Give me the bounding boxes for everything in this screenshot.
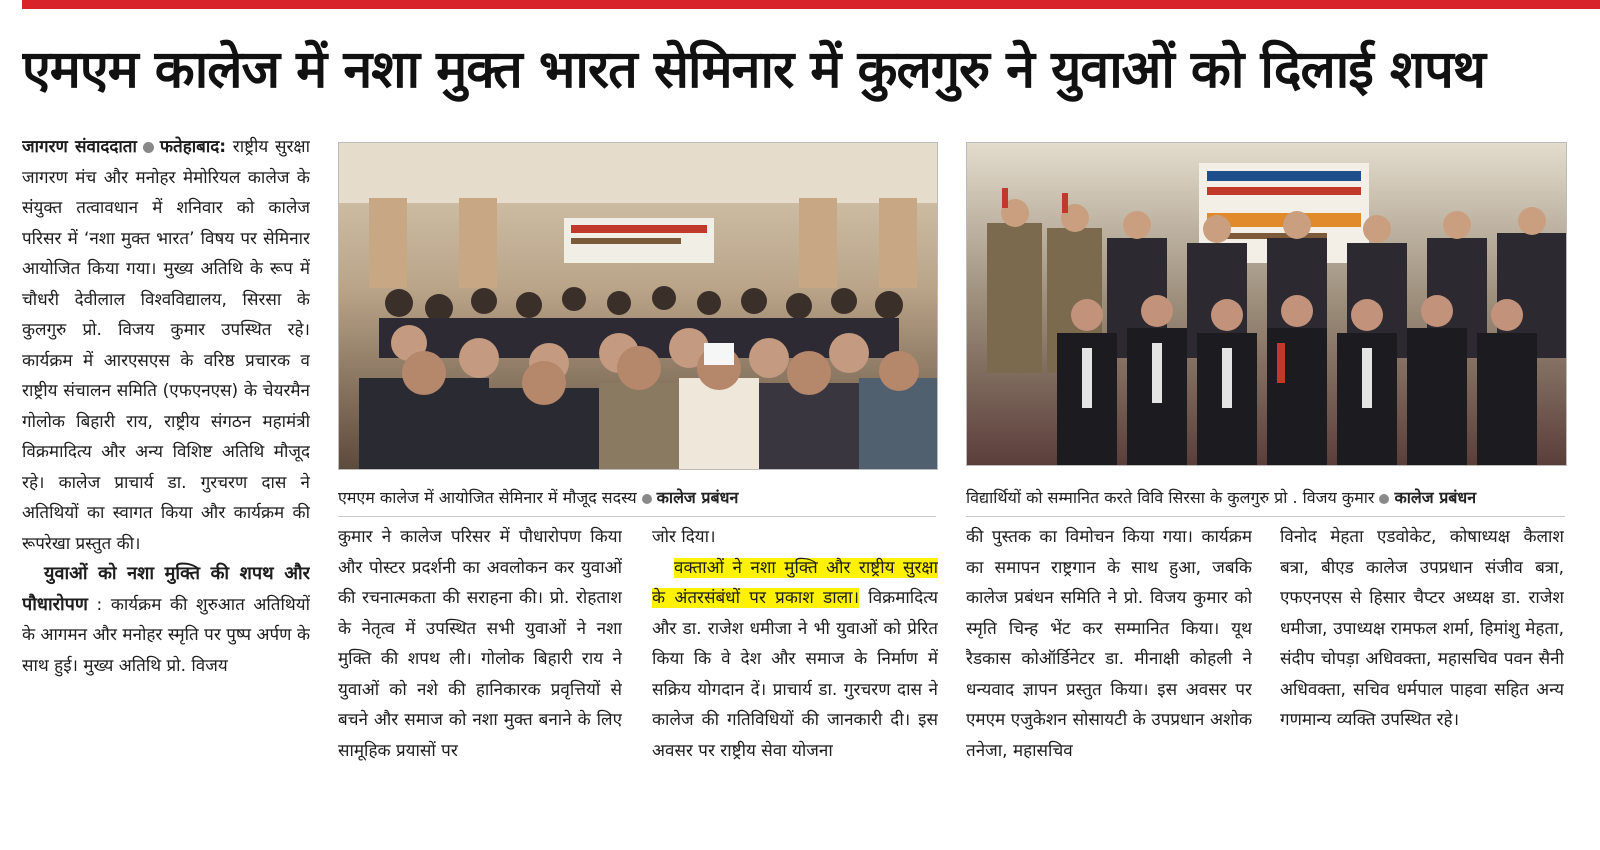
byline-reporter: जागरण संवाददाता (22, 137, 137, 157)
top-accent-bar (22, 0, 1600, 9)
felicitation-group-image (967, 143, 1566, 465)
caption-divider (338, 516, 936, 517)
byline (22, 132, 310, 559)
bullet-dot-icon (642, 494, 652, 504)
photo1-credit: कालेज प्रबंधन (656, 488, 739, 507)
article-column-3 (652, 522, 938, 842)
article-column-2 (338, 522, 622, 842)
photo1-caption-text: एमएम कालेज में आयोजित सेमिनार में मौजूद सदस्य (338, 488, 637, 507)
photo2-caption (966, 486, 1596, 510)
subhead-text: : कार्यक्रम की शुरुआत अतिथियों के आगमन और मनोहर स्मृति पर पुष्प अर्पण के साथ हुई। मुख्य अतिथि प्रो. विजय (22, 594, 310, 676)
bullet-dot-icon (1379, 494, 1389, 504)
bullet-dot-icon (143, 142, 154, 153)
column-3-paragraph (652, 522, 938, 553)
column-4-text: की पुस्तक का विमोचन किया गया। कार्यक्रम का समापन राष्ट्रगान के साथ हुआ, जबकि कालेज प्रबंधन समिति ने प्रो. विजय कुमार को स्मृति चिन्ह भेंट कर सम्मानित किया। यूथ रैडकास कोऑर्डिनेटर डा. मीनाक्षी कोहली ने धन्यवाद ज्ञापन प्रस्तुत किया। इस अवसर पर एमएम एजुकेशन सोसायटी के उपप्रधान अशोक तनेजा, महासचिव (966, 527, 1252, 761)
photo2-credit: कालेज प्रबंधन (1394, 488, 1477, 507)
seminar-audience-photo (338, 142, 938, 470)
highlighted-quote: वक्ताओं ने नशा मुक्ति और राष्ट्रीय सुरक्षा के अंतरसंबंधों पर प्रकाश डाला। (652, 557, 938, 608)
felicitation-group-photo (966, 142, 1567, 466)
photo2-caption-text: विद्यार्थियों को सम्मानित करते विवि सिरसा के कुलगुरु प्रो . विजय कुमार (966, 488, 1375, 507)
caption-divider (966, 516, 1565, 517)
article-column-5 (1280, 522, 1564, 842)
column-2-text: कुमार ने कालेज परिसर में पौधारोपण किया और पोस्टर प्रदर्शनी का अवलोकन कर युवाओं की रचनात्मकता की सराहना की। प्रो. रोहताश के नेतृत्व में उपस्थित सभी युवाओं ने नशा मुक्ति की शपथ ली। गोलोक बिहारी राय ने युवाओं को नशे की हानिकारक प्रवृत्तियों से बचने और समाज को नशा मुक्त बनाने के लिए सामूहिक प्रयासों पर (338, 527, 622, 761)
column-3-rest: विक्रमादित्य और डा. राजेश धमीजा ने भी युवाओं को प्रेरित किया कि वे देश और समाज के निर्माण में सक्रिय योगदान दें। प्राचार्य डा. गुरचरण दास ने कालेज की गतिविधियों की जानकारी दी। इस अवसर पर राष्ट्रीय सेवा योजना (652, 588, 938, 761)
subhead: युवाओं को नशा मुक्ति की शपथ और पौधारोपण (22, 563, 310, 615)
article-column-4 (966, 522, 1252, 842)
column-3-start: जोर दिया। (652, 527, 716, 547)
article-column-1 (22, 132, 310, 842)
column-5-text: विनोद मेहता एडवोकेट, कोषाध्यक्ष कैलाश बत्रा, बीएड कालेज उपप्रधान संजीव बत्रा, एफएनएस से हिसार चैप्टर अध्यक्ष डा. राजेश धमीजा, उपाध्यक्ष रामफल शर्मा, हिमांशु मेहता, संदीप चोपड़ा अधिवक्ता, महासचिव पवन सैनी अधिवक्ता, सचिव धर्मपाल पाहवा सहित अन्य गणमान्य व्यक्ति उपस्थित रहे। (1280, 527, 1564, 730)
byline-place: फतेहाबाद: (159, 137, 227, 157)
column-3-paragraph (652, 553, 938, 767)
seminar-audience-image (339, 143, 937, 469)
photo1-caption (338, 486, 938, 510)
headline: एमएम कालेज में नशा मुक्त भारत सेमिनार में कुलगुरु ने युवाओं को दिलाई शपथ (22, 40, 1485, 100)
article-intro: राष्ट्रीय सुरक्षा जागरण मंच और मनोहर मेमोरियल कालेज के संयुक्त तत्वावधान में शनिवार को कालेज परिसर में ‘नशा मुक्त भारत’ विषय पर सेमिनार आयोजित किया गया। मुख्य अतिथि के रूप में चौधरी देवीलाल विश्वविद्यालय, सिरसा के कुलगुरु प्रो. विजय कुमार उपस्थित रहे। कार्यक्रम में आरएसएस के वरिष्ठ प्रचारक व राष्ट्रीय संचालन समिति (एफएनएस) के चेयरमैन गोलोक बिहारी राय, राष्ट्रीय संगठन महामंत्री विक्रमादित्य और अन्य विशिष्ट अतिथि मौजूद रहे। कालेज प्राचार्य डा. गुरचरण दास ने अतिथियों का स्वागत किया और कार्यक्रम की रूपरेखा प्रस्तुत की। (22, 137, 310, 554)
subhead-paragraph (22, 559, 310, 681)
